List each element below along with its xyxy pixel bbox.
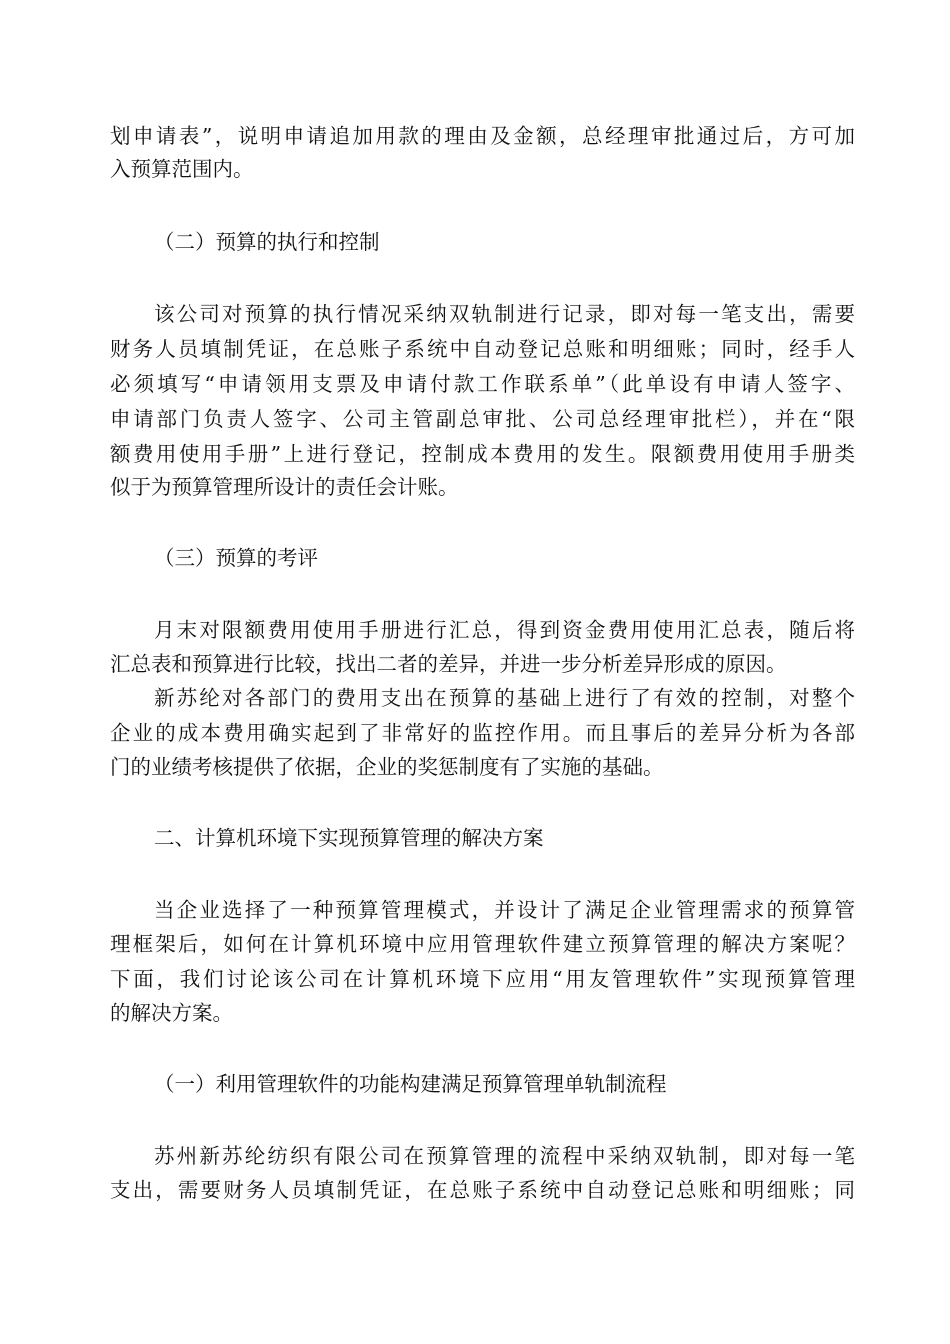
paragraph-line: 财务人员填制凭证，在总账子系统中自动登记总账和明细账；同时，经手人 <box>110 337 855 361</box>
paragraph-line: 门的业绩考核提供了依据，企业的奖惩制度有了实施的基础。 <box>110 755 664 779</box>
paragraph-line: 理框架后，如何在计算机环境中应用管理软件建立预算管理的解决方案呢？ <box>110 932 855 956</box>
paragraph-line: 划申请表”，说明申请追加用款的理由及金额，总经理审批通过后，方可加 <box>110 124 855 148</box>
section-heading: （一）利用管理软件的功能构建满足预算管理单轨制流程 <box>154 1072 667 1096</box>
paragraph-line: 新苏纶对各部门的费用支出在预算的基础上进行了有效的控制，对整个 <box>154 686 855 710</box>
paragraph-line: 额费用使用手册”上进行登记，控制成本费用的发生。限额费用使用手册类 <box>110 442 855 466</box>
section-heading: （二）预算的执行和控制 <box>154 230 380 254</box>
paragraph-line: 该公司对预算的执行情况采纳双轨制进行记录，即对每一笔支出，需要 <box>154 302 855 326</box>
paragraph-line: 汇总表和预算进行比较，找出二者的差异，并进一步分析差异形成的原因。 <box>110 652 787 676</box>
paragraph-line: 当企业选择了一种预算管理模式，并设计了满足企业管理需求的预算管 <box>154 898 855 922</box>
paragraph-line: 入预算范围内。 <box>110 157 254 181</box>
paragraph-line: 企业的成本费用确实起到了非常好的监控作用。而且事后的差异分析为各部 <box>110 721 855 745</box>
paragraph-line: 苏州新苏纶纺织有限公司在预算管理的流程中采纳双轨制，即对每一笔 <box>154 1144 855 1168</box>
section-heading: （三）预算的考评 <box>154 546 318 570</box>
paragraph-line: 似于为预算管理所设计的责任会计账。 <box>110 475 459 499</box>
section-heading: 二、计算机环境下实现预算管理的解决方案 <box>154 826 544 850</box>
paragraph-line: 支出，需要财务人员填制凭证，在总账子系统中自动登记总账和明细账；同 <box>110 1178 855 1202</box>
paragraph-line: 下面，我们讨论该公司在计算机环境下应用“用友管理软件”实现预算管理 <box>110 967 855 991</box>
paragraph-line: 申请部门负责人签字、公司主管副总审批、公司总经理审批栏），并在“限 <box>110 407 855 431</box>
paragraph-line: 的解决方案。 <box>110 1001 233 1025</box>
paragraph-line: 必须填写“申请领用支票及申请付款工作联系单”（此单设有申请人签字、 <box>110 372 855 396</box>
paragraph-line: 月末对限额费用使用手册进行汇总，得到资金费用使用汇总表，随后将 <box>154 618 855 642</box>
